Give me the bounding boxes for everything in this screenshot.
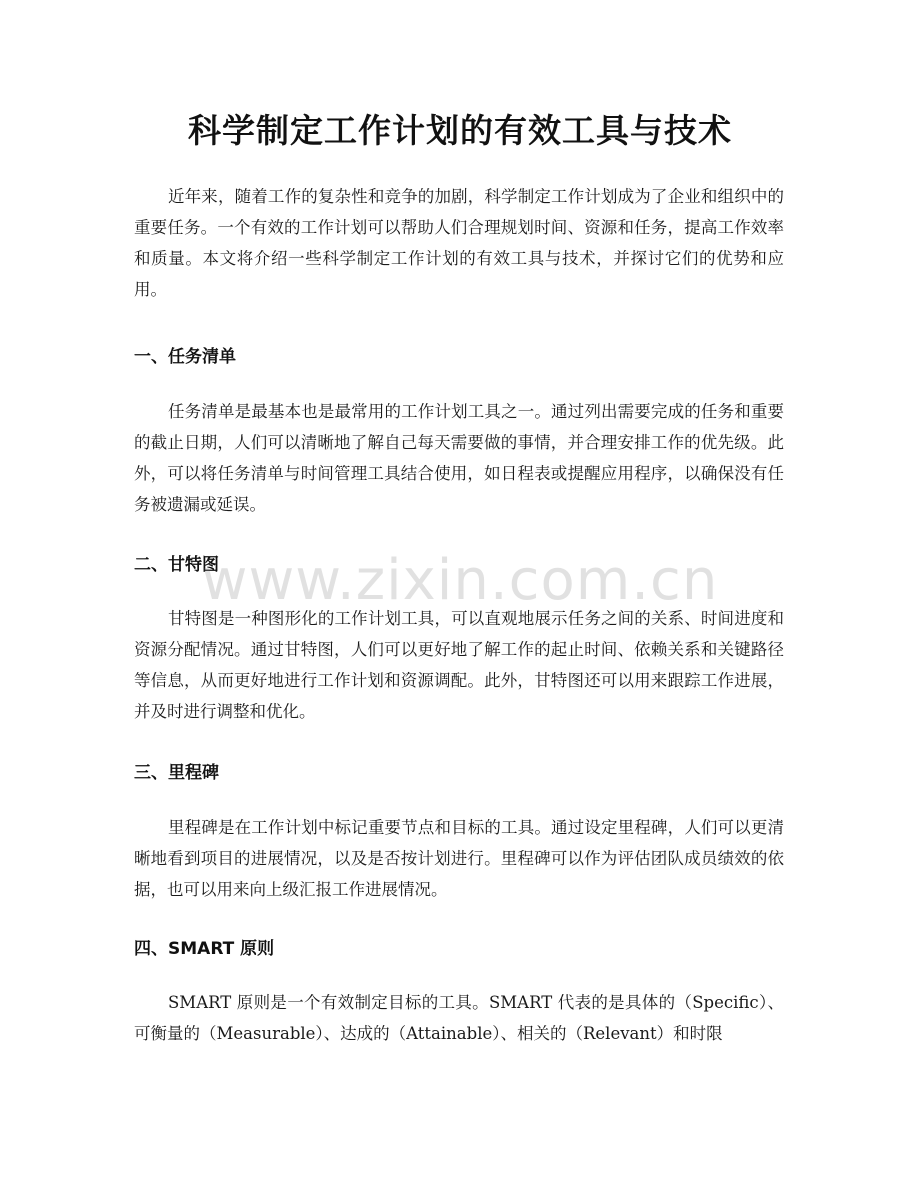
section-body-task-list: 任务清单是最基本也是最常用的工作计划工具之一。通过列出需要完成的任务和重要的截止日期，人们可以清晰地了解自己每天需要做的事情，并合理安排工作的优先级。此外，可以将任务清单与时间管理工具结合使用，如日程表或提醒应用程序，以确保没有任务被遗漏或延误。 xyxy=(134,402,784,514)
intro-paragraph: 近年来，随着工作的复杂性和竞争的加剧，科学制定工作计划成为了企业和组织中的重要任务。一个有效的工作计划可以帮助人们合理规划时间、资源和任务，提高工作效率和质量。本文将介绍一些科学制定工作计划的有效工具与技术，并探讨它们的优势和应用。 xyxy=(134,187,784,299)
section-heading-task-list: 一、任务清单 xyxy=(134,347,236,367)
section-heading-gantt: 二、甘特图 xyxy=(134,555,219,575)
section-body-smart: SMART 原则是一个有效制定目标的工具。SMART 代表的是具体的（Specific）、可衡量的（Measurable）、达成的（Attainable）、相关的（Relevant）和时限 xyxy=(134,993,784,1043)
document-title: 科学制定工作计划的有效工具与技术 xyxy=(188,111,732,150)
section-body-milestone: 里程碑是在工作计划中标记重要节点和目标的工具。通过设定里程碑，人们可以更清晰地看到项目的进展情况，以及是否按计划进行。里程碑可以作为评估团队成员绩效的依据，也可以用来向上级汇报工作进展情况。 xyxy=(134,818,784,899)
section-body-gantt: 甘特图是一种图形化的工作计划工具，可以直观地展示任务之间的关系、时间进度和资源分配情况。通过甘特图，人们可以更好地了解工作的起止时间、依赖关系和关键路径等信息，从而更好地进行工作计划和资源调配。此外，甘特图还可以用来跟踪工作进展，并及时进行调整和优化。 xyxy=(134,609,784,721)
section-heading-milestone: 三、里程碑 xyxy=(134,763,219,783)
watermark-text: www.zixin.com.cn xyxy=(201,548,719,613)
section-heading-smart: 四、SMART 原则 xyxy=(134,939,275,959)
